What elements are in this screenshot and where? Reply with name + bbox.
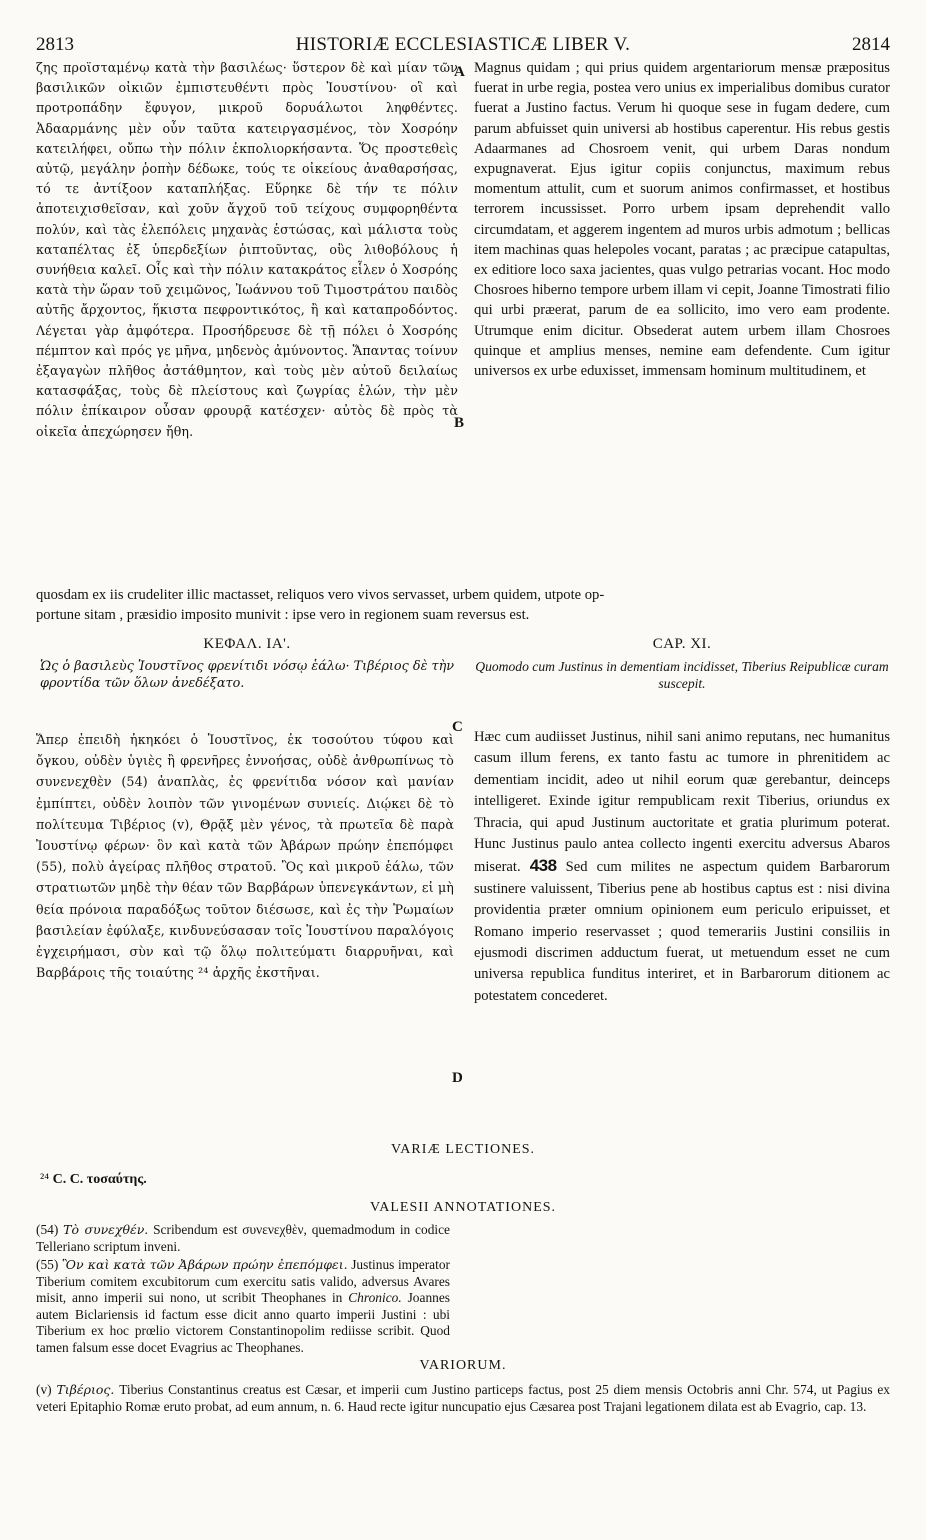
greek-chapter-heading: ΚΕΦΑΛ. ΙΑ'. <box>203 636 291 652</box>
valesii-column-left <box>36 1222 450 1356</box>
variorum-note-number: (v) <box>36 1382 52 1397</box>
margin-letter-c: C <box>452 719 463 735</box>
greek-paragraph-top: ζης προϊσταμένῳ κατὰ τὴν βασιλέως· ὕστερον δὲ καὶ μίαν τῶν βασιλικῶν οἰκιῶν ἐμπιστευθέντι πρὸς Ἰουστίνου· οἳ καὶ προτροπάδην ἔφυγον, μικροῦ δορυάλωτοι ληφθέντες. Ἀδααρμάνης μὲν οὖν ταῦτα κατειργασμένος, τὸν Χοσρόην κατειλήφει, οὔπω τὴν πόλιν ἐκπολιορκήσαντα. Ὅς προστεθεὶς αὐτῷ, μεγάλην ῥοπὴν δέδωκε, τούς τε οἰκείους ἀναθαρσήσας, τό τε ἀντίξοον καταπλήξας. Εὕρηκε δὲ τήν τε πόλιν ἀποτειχισθεῖσαν, καὶ χοῦν ἄγχοῦ τοῦ τείχους συμφορηθέντα πολύν, καὶ τὰς ἑλεπόλεις μηχανὰς ἑστώσας, καὶ μάλιστα τοὺς καταπέλτας ἐξ ὑπερδεξίων ῥιπτοῦντας, οὓς λιθοβόλους ἡ συνήθεια καλεῖ. Οἷς καὶ τὴν πόλιν κατακράτος εἷλεν ὁ Χοσρόης κατὰ τὴν ὥραν τοῦ χειμῶνος, Ἰωάννου τοῦ Τιμοστράτου παιδὸς αὐτῆς ἄρχοντος, ἥκιστα πεφροντικότος, ἢ καὶ καταπροδόντος. Λέγεται γὰρ ἀμφότερα. Προσήδρευσε δὲ τῇ πόλει ὁ Χοσρόης πέμπτον καὶ πρός γε μῆνα, μηδενὸς ἀμύνοντος. Ἅπαντας τοίνυν ἐξαγαγὼν πλῆθος ἀστάθμητον, καὶ τοὺς μὲν αὐτοῦ δειλαίως κατασφάξας, τοὺς δὲ πλείστους καὶ ζωγρίας ἑλών, τὴν μὲν πόλιν ἐπίκαιρον οὖσαν φρουρᾷ κατέσχεν· αὐτὸς δὲ πρὸς τὰ οἰκεῖα ἀπεχώρησεν ἤθη. <box>36 60 458 439</box>
latin-paragraph-chapter <box>474 727 890 1007</box>
variorum-title: VARIORUM. <box>419 1358 507 1373</box>
note-54-text: Scribendum est συνενεχθὲν, quemadmodum in codice Telleriano scriptum inveni. <box>36 1222 451 1254</box>
latin-chapter-text-1: Hæc cum audiisset Justinus, nihil sani animo reputans, nec humanitus casum illum ferens, ex tanto fastu ac tumore in phrenitidem ac dementiam incidit, adeo ut nihil eorum quæ gerebantur, deinceps intelligeret. Exinde igitur rempublicam rexit Tiberius, oriundus ex Thracia, qui apud Justinum auctoritate et gratia plurimum poterat. Hunc Justinus paulo antea collecto ingenti exercitu adversus Abaros miserat. <box>474 729 890 876</box>
greek-paragraph-chapter: Ἅπερ ἐπειδὴ ἠκηκόει ὁ Ἰουστῖνος, ἐκ τοσούτου τύφου καὶ ὄγκου, οὐδὲν ὑγιὲς ἢ φρενῆρες ἐννοήσας, οὐδὲ ἀνθρωπίνως τὸ συνενεχθὲν (54) ἀναπλὰς, ἐς φρενίτιδα νόσον καὶ μανίαν ἐμπίπτει, οὐδὲν λοιπὸν τῶν γινομένων συνιείς. Διῴκει δὲ τὸ πολίτευμα Τιβέριος (v), Θρᾷξ μὲν γένος, τὰ πρωτεῖα δὲ παρὰ Ἰουστίνῳ φέρων· ὃν καὶ κατὰ τῶν Ἀβάρων πρώην ἐπεπόμφει (55), πολὺ ἀγείρας πλῆθος στρατοῦ. Ὃς καὶ μικροῦ ἑάλω, τῶν στρατιωτῶν μηδὲ τὴν θέαν τῶν Βαρβάρων ὑπενεγκάντων, εἰ μὴ θεία πρόνοια παραδόξως τοῦτον διέσωσε, καὶ ἐς τὴν Ῥωμαίων βασιλείαν ἐφύλαξε, κινδυνεύσασαν τοῖς Ἰουστίνου παραλόγοις ἐγχειρήμασι, σὺν καὶ τῷ ὅλῳ πολιτεύματι διαρρυῆναι, καὶ Βαρβάροις τῆς τοιαύτης ²⁴ ἀρχῆς ἐκστῆναι. <box>36 732 454 981</box>
note-54-greek: Τὸ συνεχθέν. <box>63 1222 149 1237</box>
page-stamp-number: 438 <box>529 856 557 876</box>
valesii-annotationes-title: VALESII ANNOTATIONES. <box>369 1200 557 1215</box>
latin-column-chapter <box>474 727 890 1007</box>
note-55-chronico: Chronico. <box>348 1290 402 1305</box>
note-54-number: (54) <box>36 1222 59 1237</box>
full-width-line-1: quosdam ex iis crudeliter illic mactasset, reliquos vero vivos servasset, urbem quidem, utpote op- <box>36 587 605 603</box>
variorum-note-text: Tiberius Constantinus creatus est Cæsar, et imperii cum Justino particeps factus, post 25 diem mensis Octobris anni Chr. 574, ut Pagius ex veteri Epitaphio Romæ eruto probat, ad eum annum, n. 6. Haud recte igitur nuncupatio ejus Cæsarea post Trajani legationem dilata est ab Evagrio, cap. 13. <box>36 1382 890 1414</box>
left-page-number: 2813 <box>36 34 74 55</box>
note-55-greek: Ὃν καὶ κατὰ τῶν Ἀβάρων πρώην ἐπεπόμφει. <box>61 1257 348 1272</box>
variae-note-text: C. C. τοσαύτης. <box>52 1172 147 1187</box>
latin-paragraph-top: Magnus quidam ; qui prius quidem argentariorum mensæ præpositus fuerat in urbe regia, postea vero unius ex imperialibus domibus curator fuerat a Justino factus. Verum hi quoque sese in fugam dedere, cum parum abfuisset quin universi ab hostibus caperentur. His rebus gestis Adaarmanes ad Chosroem venit, qui urbem Daras nondum expugnaverat. Ejus igitur copiis conjunctus, maximum rebus momentum attulit, cum et suorum animos confirmasset, et hostibus terrorem incussisset. Porro urbem ipsam deprehendit vallo circumdatam, et aggerem ingentem ad muros urbis admotum ; bellicas item machinas quas helepoles vocant, paratas ; ac præcipue catapultas, ex editiore loco saxa jacientes, quas vulgo petrarias vocant. Hoc modo Chosroes hiberno tempore urbem illam vi cepit, Joanne Timostrati filio qui urbi præerat, parum de ea sollicito, imo vero eam prodente. Utrumque enim dicitur. Obsederat autem urbem illam Chosroes quinque et amplius menses, nemine eam defendente. Cum igitur universos ex urbe eduxisset, immensam hominum multitudinem, et <box>474 60 890 380</box>
variae-note-number: ²⁴ <box>40 1172 50 1187</box>
running-title: HISTORIÆ ECCLESIASTICÆ LIBER V. <box>295 34 631 55</box>
note-55-rest: Joannes autem Biclariensis id factum esse dicit anno quarto imperii Justini : ubi Tiberium ex hoc prœlio victorem Constantinopolim rediisse scribit. Quod tamen falsum esse docet Evagrius ac Theophanes. <box>36 1290 450 1355</box>
greek-column-chapter <box>36 729 454 983</box>
variorum-note-greek: Τιβέριος. <box>56 1382 115 1397</box>
latin-chapter-heading: CAP. XI. <box>652 636 712 652</box>
valesii-note-54 <box>36 1222 450 1255</box>
margin-letter-b: B <box>454 415 465 431</box>
right-page-number: 2814 <box>852 34 890 55</box>
margin-letter-a: A <box>454 64 465 80</box>
note-55-number: (55) <box>36 1257 59 1272</box>
running-header <box>36 34 890 56</box>
latin-chapter-text-2: Sed cum milites ne aspectum quidem Barbarorum sustinere valuissent, Tiberius pene ab hostibus captus est : nisi divina providentia præter omnium opinionem eum periculo eripuisset, et Romano imperio reservasset ; quod temerariis Justini consiliis in ejusmodi discrimen adductum fuerat, ut metuendum esset ne cum universa republica funditus interiret, et in Barbarorum ditionem ac potestatem concederet. <box>474 859 890 1004</box>
margin-letter-d: D <box>452 1070 463 1086</box>
variorum-note-paragraph <box>36 1382 890 1415</box>
variae-lectiones-title: VARIÆ LECTIONES. <box>390 1142 536 1157</box>
valesii-note-55 <box>36 1257 450 1356</box>
note-55-text: Justinus imperator Tiberium comitem excubitorum cum exercitu satis valido, adversus Avares misit, anno imperii sui nono, ut scribit Theophanes in <box>36 1257 450 1305</box>
greek-column-top <box>36 58 458 442</box>
latin-chapter-title: Quomodo cum Justinus in dementiam incidisset, Tiberius Reipublicæ curam suscepit. <box>475 659 889 691</box>
full-width-line-2: portune sitam , præsidio imposito munivit : ipse vero in regionem suam reversus est. <box>36 607 530 623</box>
latin-column-top <box>474 58 890 381</box>
variorum-note <box>36 1382 890 1415</box>
greek-chapter-title: Ὡς ὁ βασιλεὺς Ἰουστῖνος φρενίτιδι νόσῳ ἑάλω· Τιβέριος δὲ τὴν φροντίδα τῶν ὅλων ἀνεδέξατο. <box>40 659 455 691</box>
variae-note <box>40 1172 440 1189</box>
